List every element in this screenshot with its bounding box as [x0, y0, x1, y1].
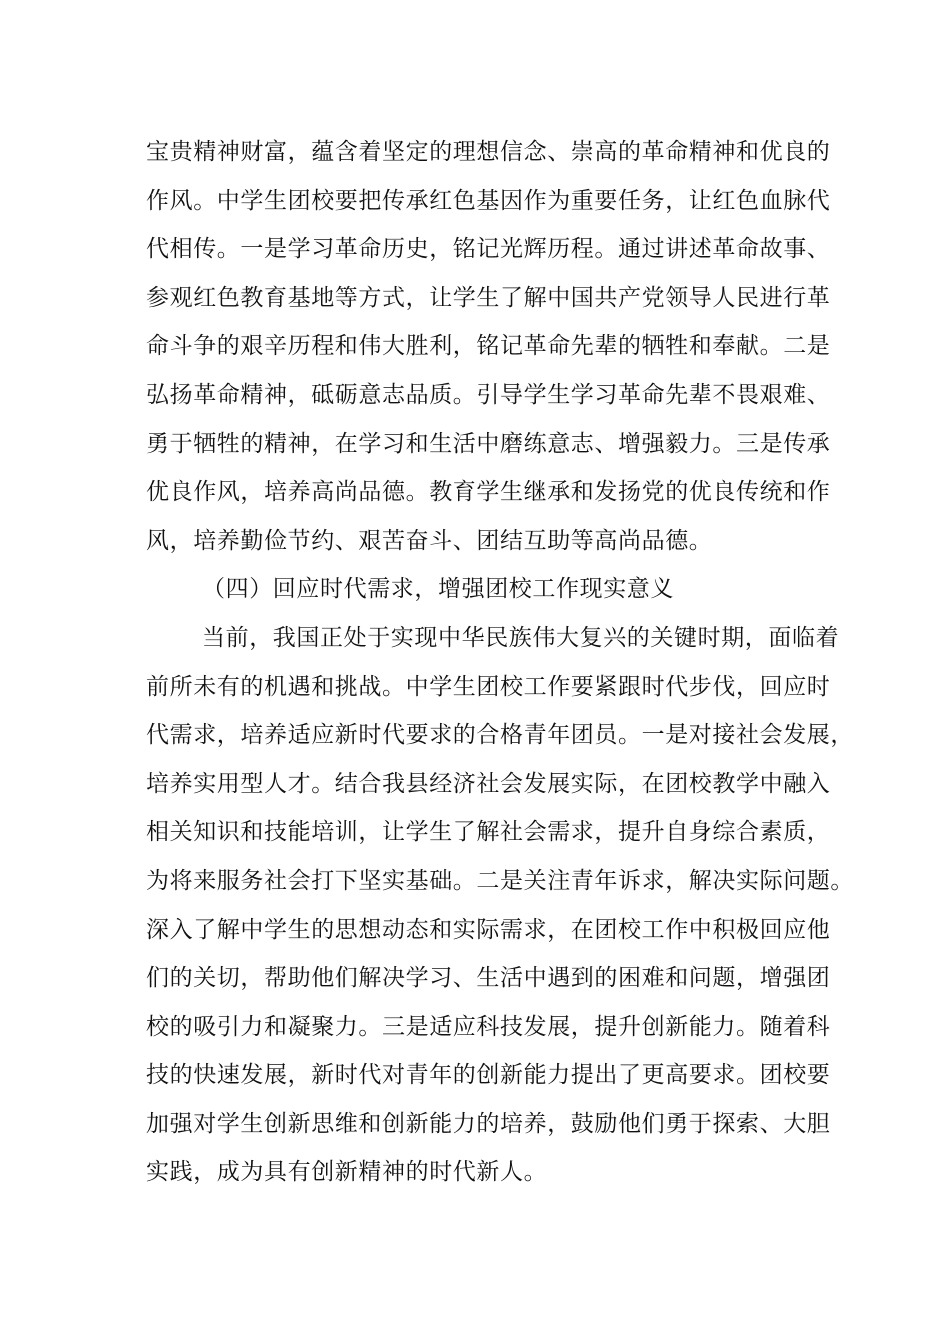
text-line: 风，培养勤俭节约、艰苦奋斗、团结互助等高尚品德。	[146, 527, 713, 554]
text-line: 相关知识和技能培训，让学生了解社会需求，提升自身综合素质，	[146, 819, 831, 846]
text-line: 命斗争的艰辛历程和伟大胜利，铭记革命先辈的牺牲和奉献。二是	[146, 333, 831, 360]
text-line: 优良作风，培养高尚品德。教育学生继承和发扬党的优良传统和作	[146, 479, 831, 506]
text-line: 当前，我国正处于实现中华民族伟大复兴的关键时期，面临着	[202, 624, 840, 651]
text-line: 宝贵精神财富，蕴含着坚定的理想信念、崇高的革命精神和优良的	[146, 139, 831, 165]
text-line: 加强对学生创新思维和创新能力的培养，鼓励他们勇于探索、大胆	[146, 1110, 831, 1137]
text-line: 作风。中学生团校要把传承红色基因作为重要任务，让红色血脉代	[146, 187, 831, 214]
text-line: 技的快速发展，新时代对青年的创新能力提出了更高要求。团校要	[146, 1062, 831, 1089]
text-line: 参观红色教育基地等方式，让学生了解中国共产党领导人民进行革	[146, 284, 831, 311]
text-line: 前所未有的机遇和挑战。中学生团校工作要紧跟时代步伐，回应时	[146, 673, 831, 700]
body-text	[146, 128, 854, 1197]
text-line: 培养实用型人才。结合我县经济社会发展实际，在团校教学中融入	[146, 770, 831, 797]
text-line: 代相传。一是学习革命历史，铭记光辉历程。通过讲述革命故事、	[146, 236, 831, 263]
text-line: 实践，成为具有创新精神的时代新人。	[146, 1159, 548, 1186]
text-line: 代需求，培养适应新时代要求的合格青年团员。一是对接社会发展，	[146, 722, 854, 749]
text-line: 勇于牺牲的精神，在学习和生活中磨练意志、增强毅力。三是传承	[146, 430, 831, 457]
text-line: 深入了解中学生的思想动态和实际需求，在团校工作中积极回应他	[146, 916, 831, 943]
text-line: 为将来服务社会打下坚实基础。二是关注青年诉求，解决实际问题。	[146, 867, 854, 894]
text-line: 弘扬革命精神，砥砺意志品质。引导学生学习革命先辈不畏艰难、	[146, 381, 831, 408]
text-line: 校的吸引力和凝聚力。三是适应科技发展，提升创新能力。随着科	[146, 1013, 831, 1040]
section-heading: （四）回应时代需求，增强团校工作现实意义	[202, 576, 674, 603]
text-line: 们的关切，帮助他们解决学习、生活中遇到的困难和问题，增强团	[146, 965, 831, 992]
